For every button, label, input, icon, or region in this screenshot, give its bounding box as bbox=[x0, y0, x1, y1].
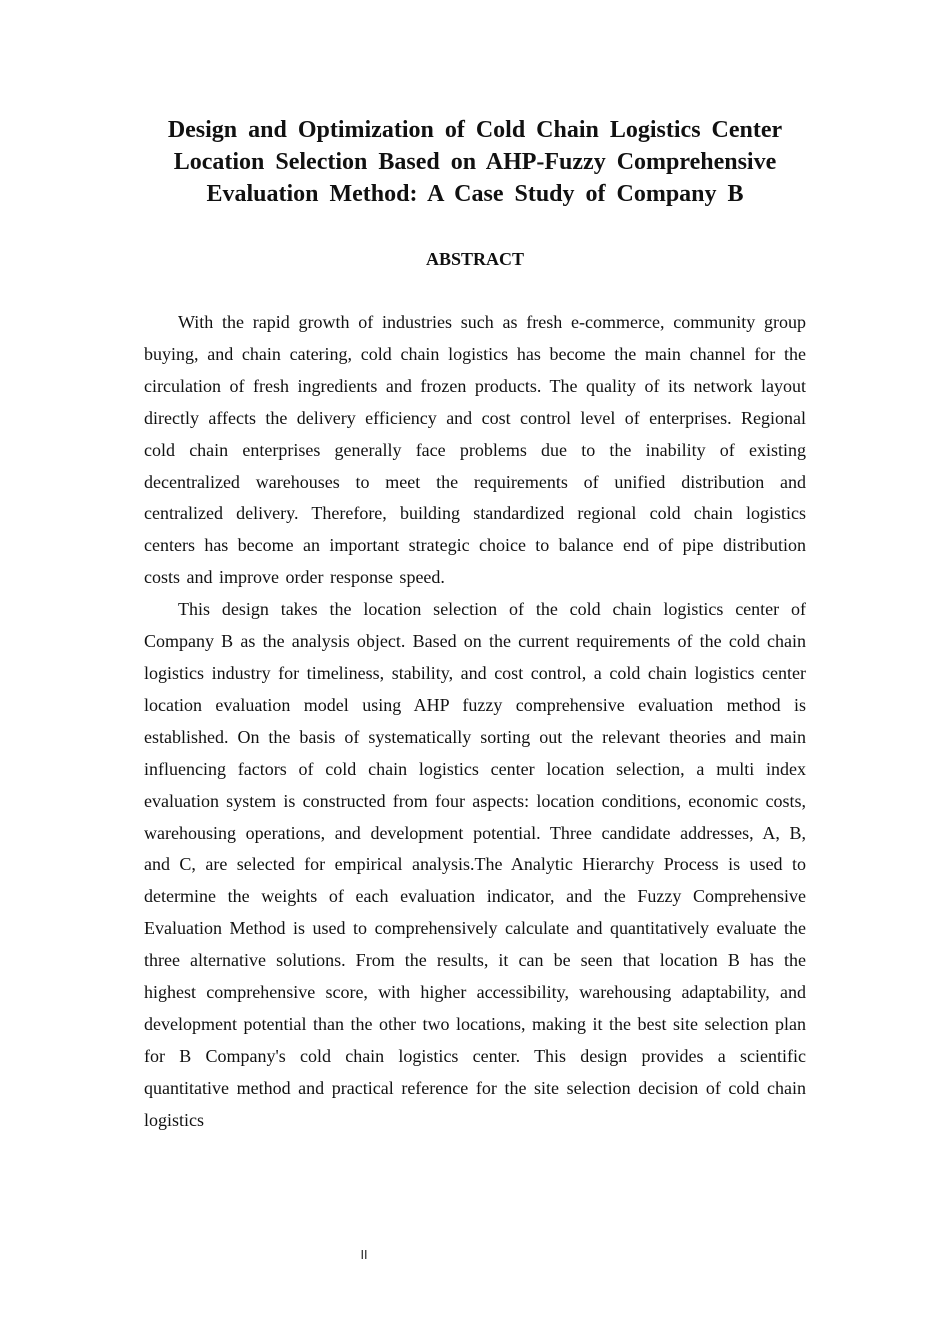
abstract-heading: ABSTRACT bbox=[425, 249, 525, 269]
page-number: II bbox=[360, 1248, 368, 1262]
abstract-body bbox=[144, 307, 806, 1137]
abstract-paragraph-2: This design takes the location selection of the cold chain logistics center of Company B as the analysis object. Based on the current requirements of the cold chain logistics industry for timeliness, stability, and cost control, a cold chain logistics center location evaluation model using AHP fuzzy comprehensive evaluation method is established. On the basis of systematically sorting out the relevant theories and main influencing factors of cold chain logistics center location selection, a multi index evaluation system is constructed from four aspects: location conditions, economic costs, warehousing operations, and development potential. Three candidate addresses, A, B, and C, are selected for empirical analysis.The Analytic Hierarchy Process is used to determine the weights of each evaluation indicator, and the Fuzzy Comprehensive Evaluation Method is used to comprehensively calculate and quantitatively evaluate the three alternative solutions. From the results, it can be seen that location B has the highest comprehensive score, with higher accessibility, warehousing adaptability, and development potential than the other two locations, making it the best site selection plan for B Company's cold chain logistics center. This design provides a scientific quantitative method and practical reference for the site selection decision of cold chain logistics bbox=[144, 599, 806, 1130]
abstract-paragraph-1: With the rapid growth of industries such as fresh e-commerce, community group buying, and chain catering, cold chain logistics has become the main channel for the circulation of fresh ingredients and frozen products. The quality of its network layout directly affects the delivery efficiency and cost control level of enterprises. Regional cold chain enterprises generally face problems due to the inability of existing decentralized warehouses to meet the requirements of unified distribution and centralized delivery. Therefore, building standardized regional cold chain logistics centers has become an important strategic choice to balance end of pipe distribution costs and improve order response speed. bbox=[144, 312, 806, 588]
document-title: Design and Optimization of Cold Chain Logistics Center Location Selection Based on AHP-Fuzzy Comprehensive Evaluation Method: A Case Study of Company B bbox=[167, 117, 783, 207]
